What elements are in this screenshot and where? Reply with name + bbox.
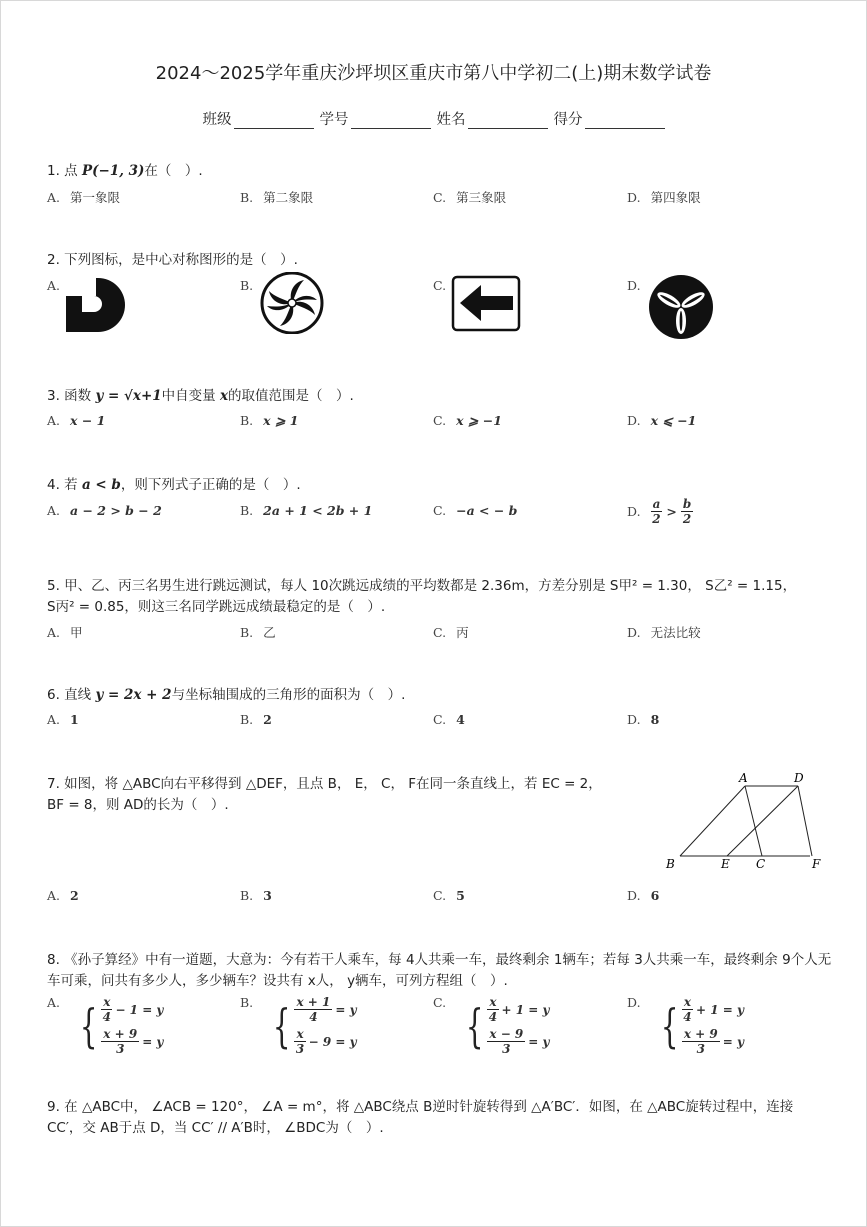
label-e: E: [721, 857, 730, 871]
left-brace: {: [273, 998, 291, 1053]
equation-system: [460, 995, 549, 1056]
student-no-field[interactable]: [320, 108, 431, 129]
equation-tail: = y: [335, 1002, 357, 1017]
q7-option-a[interactable]: [47, 888, 79, 903]
option-label: B.: [240, 888, 254, 903]
option-text: 甲: [70, 625, 83, 640]
left-arrow-sign-icon: [451, 275, 521, 332]
question-7-line-1: 7. 如图，将 △ABC向右平移得到 △DEF，且点 B， E， C， F在同一条直线上，若 EC = 2，: [47, 776, 602, 792]
option-label: A.: [47, 278, 61, 293]
denominator: 4: [488, 1010, 498, 1024]
option-label: D.: [627, 413, 641, 428]
q3-prefix: 3. 函数: [47, 388, 96, 404]
option-label: A.: [47, 888, 61, 903]
option-label: C.: [433, 712, 447, 727]
class-label: 班级: [202, 112, 232, 128]
denominator: 3: [502, 1042, 511, 1056]
q8-option-b[interactable]: [240, 995, 357, 1056]
exam-title: 2024～2025学年重庆沙坪坝区重庆市第八中学初二(上)期末数学试卷: [155, 63, 712, 84]
class-blank[interactable]: [234, 113, 314, 129]
q5-option-b[interactable]: [240, 623, 276, 641]
q3-option-c[interactable]: [433, 413, 502, 428]
q1-option-c[interactable]: [433, 188, 506, 206]
numerator: x − 9: [489, 1027, 524, 1041]
option-label: B.: [240, 995, 254, 1010]
fraction-a-over-2: [651, 497, 663, 526]
numerator: x + 1: [296, 995, 331, 1009]
left-brace: {: [465, 998, 484, 1053]
numerator: x + 9: [103, 1027, 138, 1041]
q5-option-c[interactable]: [433, 623, 469, 641]
denominator: 2: [652, 512, 661, 526]
option-text: 乙: [263, 625, 276, 640]
option-label: A.: [47, 625, 61, 640]
question-8-line-2: 车可乘，问共有多少人，多少辆车？设共有 x人， y辆车，可列方程组（ ）.: [47, 973, 508, 989]
option-label: A.: [47, 712, 61, 727]
left-brace: {: [79, 998, 98, 1053]
q3-option-a[interactable]: [47, 413, 105, 428]
option-text: 2: [263, 712, 272, 727]
q4-prefix: 4. 若: [47, 477, 82, 493]
option-text: x ⩾ −1: [456, 413, 502, 428]
option-label: C.: [433, 190, 447, 205]
option-label: D.: [627, 278, 641, 293]
option-label: C.: [433, 888, 447, 903]
denominator: 3: [295, 1042, 305, 1056]
q7-option-c[interactable]: [433, 888, 465, 903]
q3-variable: x: [219, 388, 229, 404]
q8-option-d[interactable]: [627, 995, 744, 1056]
q1-option-a[interactable]: [47, 188, 120, 206]
option-text: 2: [70, 888, 79, 903]
segment-ac: [745, 786, 762, 856]
option-label: D.: [627, 625, 641, 640]
name-blank[interactable]: [468, 113, 548, 129]
name-label: 姓名: [436, 112, 466, 128]
equation-system: [267, 995, 356, 1056]
option-text: 5: [456, 888, 465, 903]
segment-df: [798, 786, 812, 856]
denominator: 4: [683, 1010, 692, 1024]
option-text: 第二象限: [263, 190, 314, 205]
option-text: 无法比较: [650, 625, 701, 640]
equation-system: [655, 995, 744, 1056]
question-3: [47, 384, 354, 404]
option-text: 1: [70, 712, 79, 727]
option-label: B.: [240, 413, 254, 428]
d-shape-icon: [64, 276, 130, 334]
question-6: [47, 683, 405, 703]
question-8-line-1: 8. 《孙子算经》中有一道题，大意为：今有若干人乘车，每 4人共乘一车，最终剩余 1辆车；若每 3人共乘一车，最终剩余 9个人无: [47, 952, 832, 968]
q6-suffix: 与坐标轴围成的三角形的面积为（ ）.: [171, 687, 406, 703]
label-d: D: [794, 771, 804, 785]
question-4: [47, 473, 301, 493]
equation-tail: = y: [722, 1034, 744, 1049]
score-blank[interactable]: [585, 113, 665, 129]
option-text: 6: [650, 888, 660, 903]
q1-math: P(−1, 3): [81, 163, 145, 179]
fraction-b-over-2: [681, 497, 693, 526]
student-no-blank[interactable]: [351, 113, 431, 129]
equation-tail: − 1 = y: [115, 1002, 164, 1017]
q5-option-a[interactable]: [47, 623, 83, 641]
option-text: x ⩾ 1: [263, 413, 299, 428]
q5-option-d[interactable]: [627, 623, 701, 641]
translation-figure: [660, 766, 828, 874]
option-text: x − 1: [70, 413, 106, 428]
option-label: A.: [47, 995, 61, 1010]
pinwheel-circle-icon: [258, 272, 326, 334]
q3-option-d[interactable]: [627, 413, 696, 428]
label-f: F: [812, 857, 821, 871]
score-label: 得分: [553, 112, 583, 128]
q6-option-a[interactable]: [47, 712, 79, 727]
question-7-line-2: BF = 8，则 AD的长为（ ）.: [47, 797, 229, 813]
left-brace: {: [660, 998, 678, 1053]
option-label: D.: [627, 995, 641, 1010]
numerator: x + 9: [683, 1027, 718, 1041]
question-2: 2. 下列图标，是中心对称图形的是（ ）.: [47, 252, 298, 268]
option-label: B.: [240, 503, 254, 518]
q6-option-c[interactable]: [433, 712, 465, 727]
q3-math: y = √x+1: [95, 388, 162, 404]
q7-option-b[interactable]: [240, 888, 272, 903]
trefoil-circle-icon: [645, 274, 717, 340]
label-c: C: [756, 857, 766, 871]
segment-ab: [680, 786, 745, 856]
student-no-label: 学号: [319, 112, 349, 128]
option-text: −a < − b: [456, 503, 518, 518]
numerator: x: [296, 1027, 304, 1041]
numerator: x: [683, 995, 691, 1009]
q1-option-d[interactable]: [627, 188, 701, 206]
equation-tail: = y: [142, 1034, 164, 1049]
q1-prefix: 1. 点: [47, 163, 82, 179]
student-info-row: [0, 108, 867, 129]
q8-option-c[interactable]: [433, 995, 550, 1056]
option-label: A.: [47, 503, 61, 518]
option-text: 4: [456, 712, 465, 727]
numerator: x: [489, 995, 497, 1009]
option-text: 第三象限: [456, 190, 507, 205]
option-label: C.: [433, 413, 447, 428]
option-label: B.: [240, 712, 254, 727]
option-label: B.: [240, 190, 254, 205]
option-text: 3: [263, 888, 272, 903]
option-label: C.: [433, 625, 447, 640]
q8-option-a[interactable]: [47, 995, 163, 1056]
q4-suffix: ，则下列式子正确的是（ ）.: [120, 477, 301, 493]
denominator: 4: [309, 1010, 318, 1024]
option-label: C.: [433, 995, 447, 1010]
question-9-line-2: CC′，交 AB于点 D，当 CC′ // A′B时， ∠BDC为（ ）.: [47, 1120, 384, 1136]
q3-option-b[interactable]: [240, 413, 299, 428]
equation-tail: + 1 = y: [695, 1002, 744, 1017]
label-b: B: [666, 857, 675, 871]
q7-option-d[interactable]: [627, 888, 659, 903]
option-text: a − 2 > b − 2: [70, 503, 162, 518]
q6-option-d[interactable]: [627, 712, 659, 727]
denominator: 2: [682, 512, 692, 526]
denominator: 3: [696, 1042, 705, 1056]
equation-tail: = y: [528, 1034, 550, 1049]
greater-than: >: [666, 504, 677, 519]
option-label: D.: [627, 190, 641, 205]
class-field[interactable]: [203, 108, 314, 129]
q3-suffix: 的取值范围是（ ）.: [228, 388, 354, 404]
denominator: 4: [102, 1010, 112, 1024]
option-text: 丙: [456, 625, 469, 640]
q4-option-d[interactable]: [627, 497, 693, 526]
q6-math: y = 2x + 2: [95, 687, 172, 703]
q4-option-a[interactable]: [47, 503, 162, 518]
option-text: 第四象限: [650, 190, 701, 205]
option-label: D.: [627, 888, 641, 903]
option-label: D.: [627, 712, 641, 727]
question-5-line-1: 5. 甲、乙、丙三名男生进行跳远测试，每人 10次跳远成绩的平均数都是 2.36m，方差分别是 S甲² = 1.30， S乙² = 1.15，: [47, 578, 797, 594]
option-label: C.: [433, 503, 447, 518]
q1-suffix: 在（ ）.: [144, 163, 203, 179]
option-label: A.: [47, 190, 61, 205]
numerator: a: [652, 497, 661, 511]
question-5-line-2: S丙² = 0.85，则这三名同学跳远成绩最稳定的是（ ）.: [47, 599, 386, 615]
question-9-line-1: 9. 在 △ABC中， ∠ACB = 120°， ∠A = m°，将 △ABC绕点 B逆时针旋转得到 △A′BC′．如图，在 △ABC旋转过程中，连接: [47, 1099, 794, 1115]
option-label: B.: [240, 625, 254, 640]
score-field[interactable]: [554, 108, 665, 129]
option-label: B.: [240, 278, 254, 293]
denominator: 3: [116, 1042, 125, 1056]
option-label: D.: [627, 504, 641, 519]
equation-tail: − 9 = y: [308, 1034, 357, 1049]
equation-system: [74, 995, 163, 1056]
q6-prefix: 6. 直线: [47, 687, 96, 703]
label-a: A: [739, 771, 748, 785]
option-text: x ⩽ −1: [650, 413, 697, 428]
q6-option-b[interactable]: [240, 712, 272, 727]
q3-middle: 中自变量: [161, 388, 220, 404]
q4-math: a < b: [81, 477, 121, 493]
equation-tail: + 1 = y: [501, 1002, 550, 1017]
q4-option-c[interactable]: [433, 503, 517, 518]
segment-de: [727, 786, 798, 856]
numerator: b: [682, 497, 692, 511]
q4-option-b[interactable]: [240, 503, 372, 518]
option-text: 2a + 1 < 2b + 1: [263, 503, 373, 518]
q1-option-b[interactable]: [240, 188, 313, 206]
option-text: 第一象限: [70, 190, 121, 205]
numerator: x: [103, 995, 111, 1009]
option-label: A.: [47, 413, 61, 428]
name-field[interactable]: [437, 108, 548, 129]
question-1: [47, 159, 203, 179]
option-label: C.: [433, 278, 447, 293]
option-text: 8: [650, 712, 660, 727]
